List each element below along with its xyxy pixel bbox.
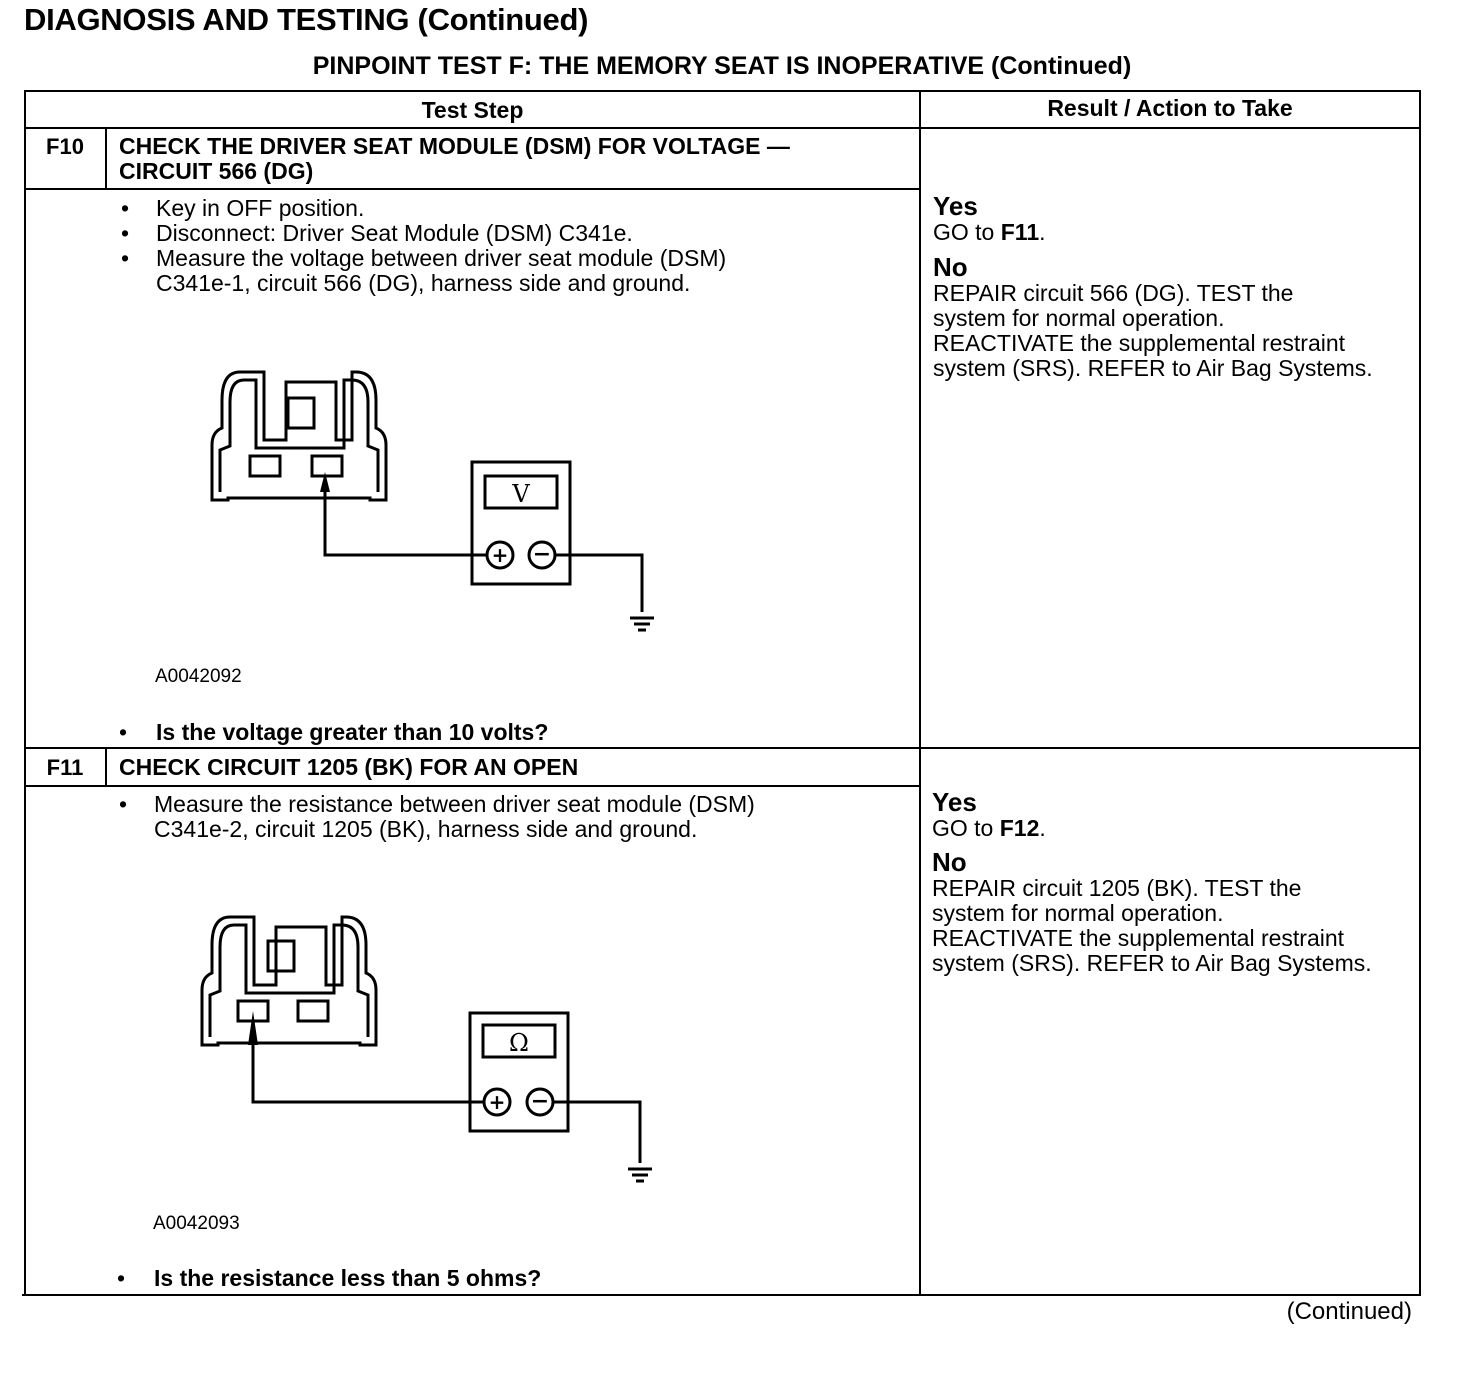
header-row-divider [24,127,1421,129]
f10-title-divider [24,188,921,190]
result-yes [932,789,1046,841]
instruction-item: • Measure the resistance between driver seat module (DSM) [119,792,755,817]
result-no [933,254,1373,381]
step-id: F11 [46,755,84,780]
instruction-continuation: C341e-1, circuit 566 (DG), harness side and ground. [156,270,691,296]
goto-step-link[interactable]: F11 [1000,219,1040,245]
step-title-line: CIRCUIT 566 (DG) [119,158,314,184]
no-action-line: REPAIR circuit 566 (DG). TEST the [933,280,1294,306]
step-row-divider [24,747,1421,749]
column-header-result: Result / Action to Take [1047,95,1293,121]
no-action-line: system (SRS). REFER to Air Bag Systems. [933,355,1373,381]
no-action-line: system (SRS). REFER to Air Bag Systems. [932,950,1372,976]
no-action-line: system for normal operation. [932,900,1224,926]
f11-title-divider [24,785,921,787]
test-question: • Is the resistance less than 5 ohms? [117,1265,541,1292]
yes-action: GO to F11. [933,219,1046,245]
no-action-line: REPAIR circuit 1205 (BK). TEST the [932,875,1302,901]
step-title-line: CHECK THE DRIVER SEAT MODULE (DSM) FOR VOLTAGE — [119,133,790,159]
pinpoint-test-title: PINPOINT TEST F: THE MEMORY SEAT IS INOPERATIVE (Continued) [312,52,1132,80]
no-action-line: REACTIVATE the supplemental restraint [933,330,1346,356]
instruction-item: • Measure the voltage between driver seat module (DSM) [121,246,726,271]
table-top-border [24,90,1421,92]
yes-label: Yes [932,787,977,817]
no-action-line: system for normal operation. [933,305,1225,331]
no-label: No [932,847,967,877]
step-id: F10 [46,134,84,159]
test-lead-positive [325,480,487,555]
connector-body [202,917,376,1045]
yes-label: Yes [933,191,978,221]
meter-symbol: V [512,480,530,508]
plus-sign: + [488,1090,506,1114]
minus-sign: − [532,542,552,567]
terminal-cavity-2 [312,456,342,476]
table-right-border [1419,90,1421,1296]
connector-latch [288,398,314,428]
step-title [119,134,790,184]
connector-latch [268,941,294,971]
terminal-cavity-1 [250,456,280,476]
table-left-border [24,90,26,1296]
step-title: CHECK CIRCUIT 1205 (BK) FOR AN OPEN [119,754,579,780]
connector-body [212,372,386,500]
plus-sign: + [491,543,509,567]
column-header-test-step: Test Step [421,97,524,123]
terminal-cavity-2 [298,1001,328,1021]
probe-tip [248,1011,258,1045]
instruction-list [121,196,726,296]
result-yes [933,193,1046,245]
table-bottom-border [22,1294,1421,1296]
instruction-continuation: C341e-2, circuit 1205 (BK), harness side and ground. [154,816,698,842]
continued-label: (Continued) [1286,1298,1412,1325]
figure-id: A0042092 [155,666,242,687]
instruction-item: • Key in OFF position. [121,196,726,221]
table-column-divider [919,90,921,1296]
voltage-test-diagram [200,360,670,650]
test-question: • Is the voltage greater than 10 volts? [119,719,548,746]
page-title: DIAGNOSIS AND TESTING (Continued) [24,2,589,37]
goto-step-link[interactable]: F12 [999,815,1040,841]
meter-symbol: Ω [509,1029,529,1057]
figure-id: A0042093 [153,1213,240,1234]
yes-action-text: GO to [933,219,995,245]
result-no [932,849,1372,976]
resistance-test-diagram [190,905,660,1195]
no-action-line: REACTIVATE the supplemental restraint [932,925,1345,951]
minus-sign: − [530,1089,550,1114]
instruction-list [119,792,755,842]
yes-action-text: GO to [932,815,994,841]
yes-action: GO to F12. [932,815,1046,841]
instruction-item: • Disconnect: Driver Seat Module (DSM) C341e. [121,221,726,246]
no-label: No [933,252,968,282]
